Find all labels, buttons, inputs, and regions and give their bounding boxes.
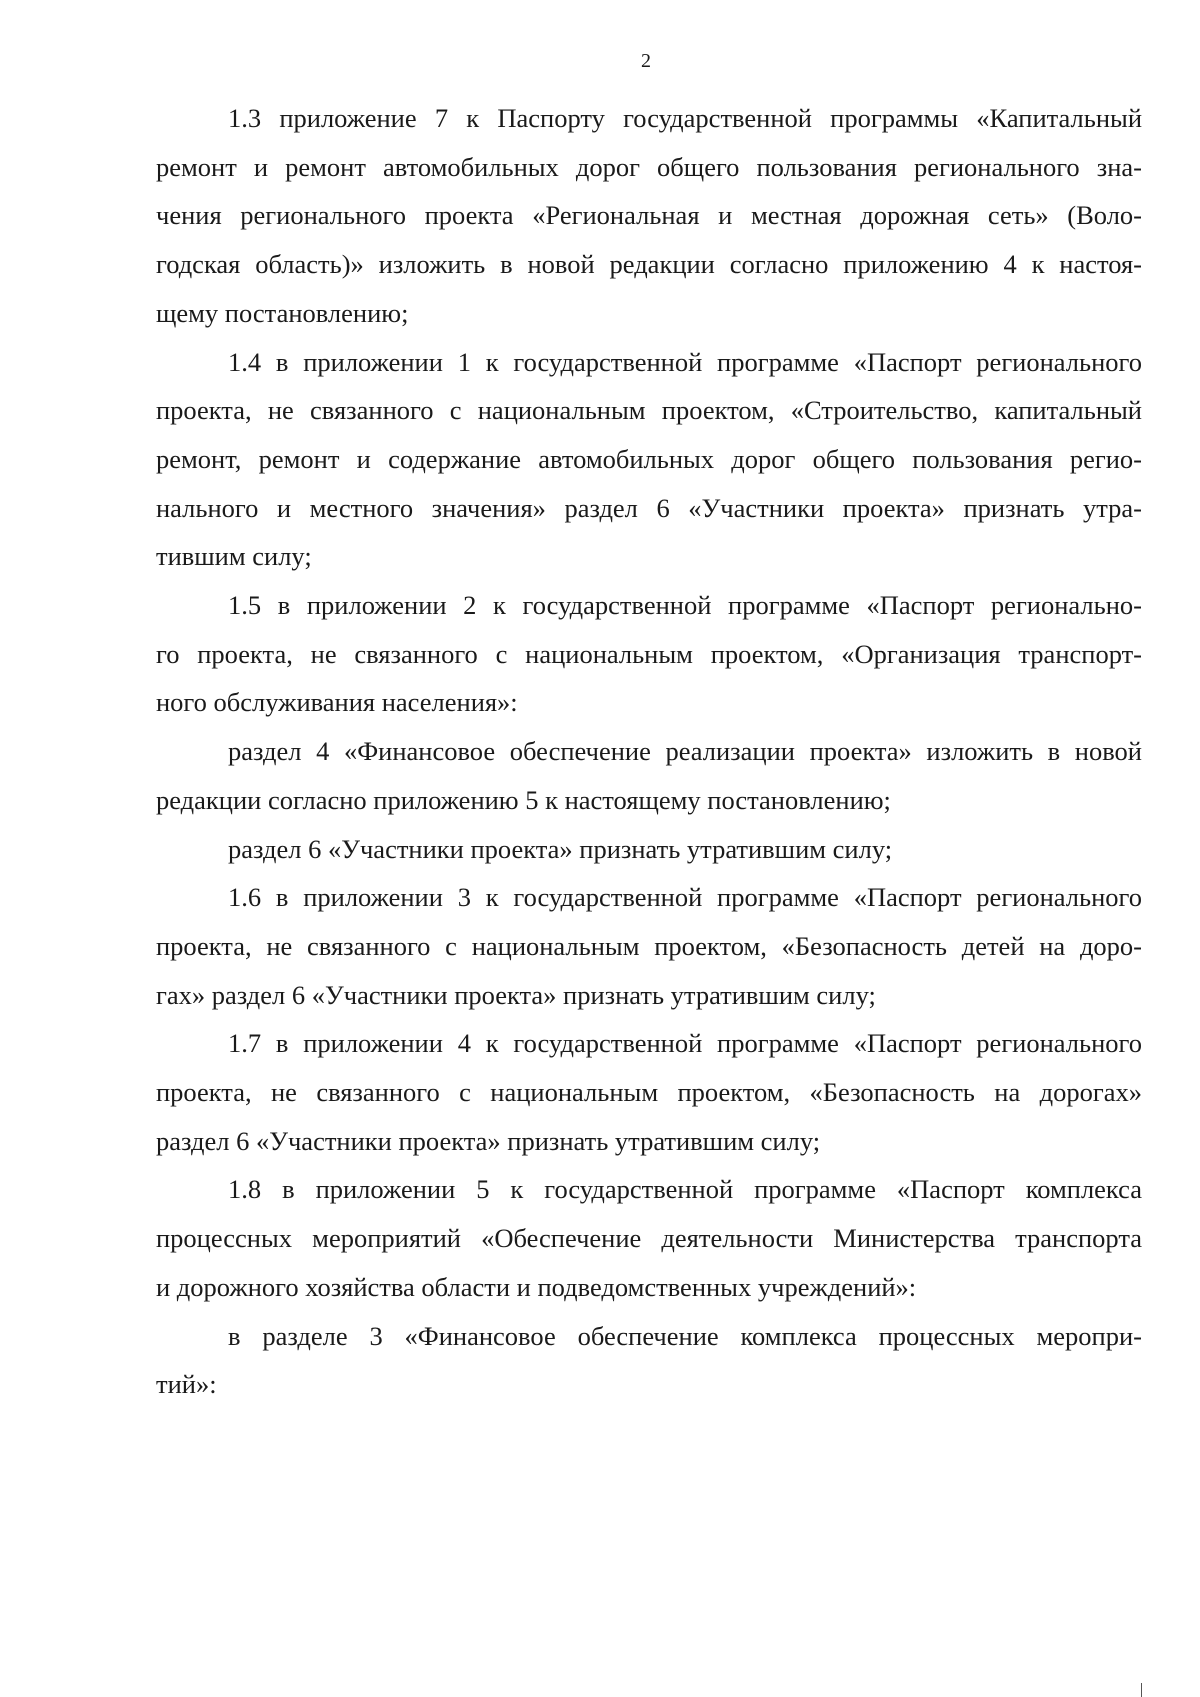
text-line: 1.6 в приложении 3 к государственной программе «Паспорт регионального bbox=[228, 882, 1142, 913]
text-line: 1.5 в приложении 2 к государственной программе «Паспорт регионально- bbox=[228, 590, 1142, 621]
text-line: тий»: bbox=[156, 1369, 217, 1400]
text-line: щему постановлению; bbox=[156, 297, 409, 328]
text-line: 1.4 в приложении 1 к государственной программе «Паспорт регионального bbox=[228, 346, 1142, 377]
text-line: 1.8 в приложении 5 к государственной программе «Паспорт комплекса bbox=[228, 1174, 1142, 1205]
text-line: в разделе 3 «Финансовое обеспечение комплекса процессных меропри- bbox=[228, 1320, 1142, 1351]
text-line: раздел 6 «Участники проекта» признать утратившим силу; bbox=[156, 1125, 821, 1156]
text-line: чения регионального проекта «Региональная и местная дорожная сеть» (Воло- bbox=[156, 200, 1142, 231]
text-line: раздел 6 «Участники проекта» признать утратившим силу; bbox=[228, 833, 893, 864]
text-line: процессных мероприятий «Обеспечение деятельности Министерства транспорта bbox=[156, 1223, 1142, 1254]
document-body bbox=[156, 94, 1142, 1409]
text-line: нального и местного значения» раздел 6 «Участники проекта» признать утра- bbox=[156, 492, 1142, 523]
text-line: проекта, не связанного с национальным проектом, «Строительство, капитальный bbox=[156, 395, 1142, 426]
text-line: го проекта, не связанного с национальным проектом, «Организация транспорт- bbox=[156, 638, 1142, 669]
page-number: 2 bbox=[641, 50, 651, 72]
text-line: ного обслуживания населения»: bbox=[156, 687, 518, 718]
scan-artifact-mark bbox=[1141, 1683, 1142, 1697]
text-line: гах» раздел 6 «Участники проекта» признать утратившим силу; bbox=[156, 979, 876, 1010]
text-line: редакции согласно приложению 5 к настоящему постановлению; bbox=[156, 784, 891, 815]
text-line: ремонт и ремонт автомобильных дорог общего пользования регионального зна- bbox=[156, 151, 1142, 182]
text-line: проекта, не связанного с национальным проектом, «Безопасность детей на доро- bbox=[156, 930, 1142, 961]
text-line: тившим силу; bbox=[156, 541, 312, 572]
text-line: и дорожного хозяйства области и подведомственных учреждений»: bbox=[156, 1271, 917, 1302]
text-line: 1.7 в приложении 4 к государственной программе «Паспорт регионального bbox=[228, 1028, 1142, 1059]
text-line: раздел 4 «Финансовое обеспечение реализации проекта» изложить в новой bbox=[228, 736, 1142, 767]
text-line: 1.3 приложение 7 к Паспорту государственной программы «Капитальный bbox=[228, 103, 1142, 133]
text-line: проекта, не связанного с национальным проектом, «Безопасность на дорогах» bbox=[156, 1077, 1142, 1108]
text-line: ремонт, ремонт и содержание автомобильных дорог общего пользования регио- bbox=[156, 443, 1142, 474]
text-line: годская область)» изложить в новой редакции согласно приложению 4 к настоя- bbox=[156, 249, 1142, 280]
